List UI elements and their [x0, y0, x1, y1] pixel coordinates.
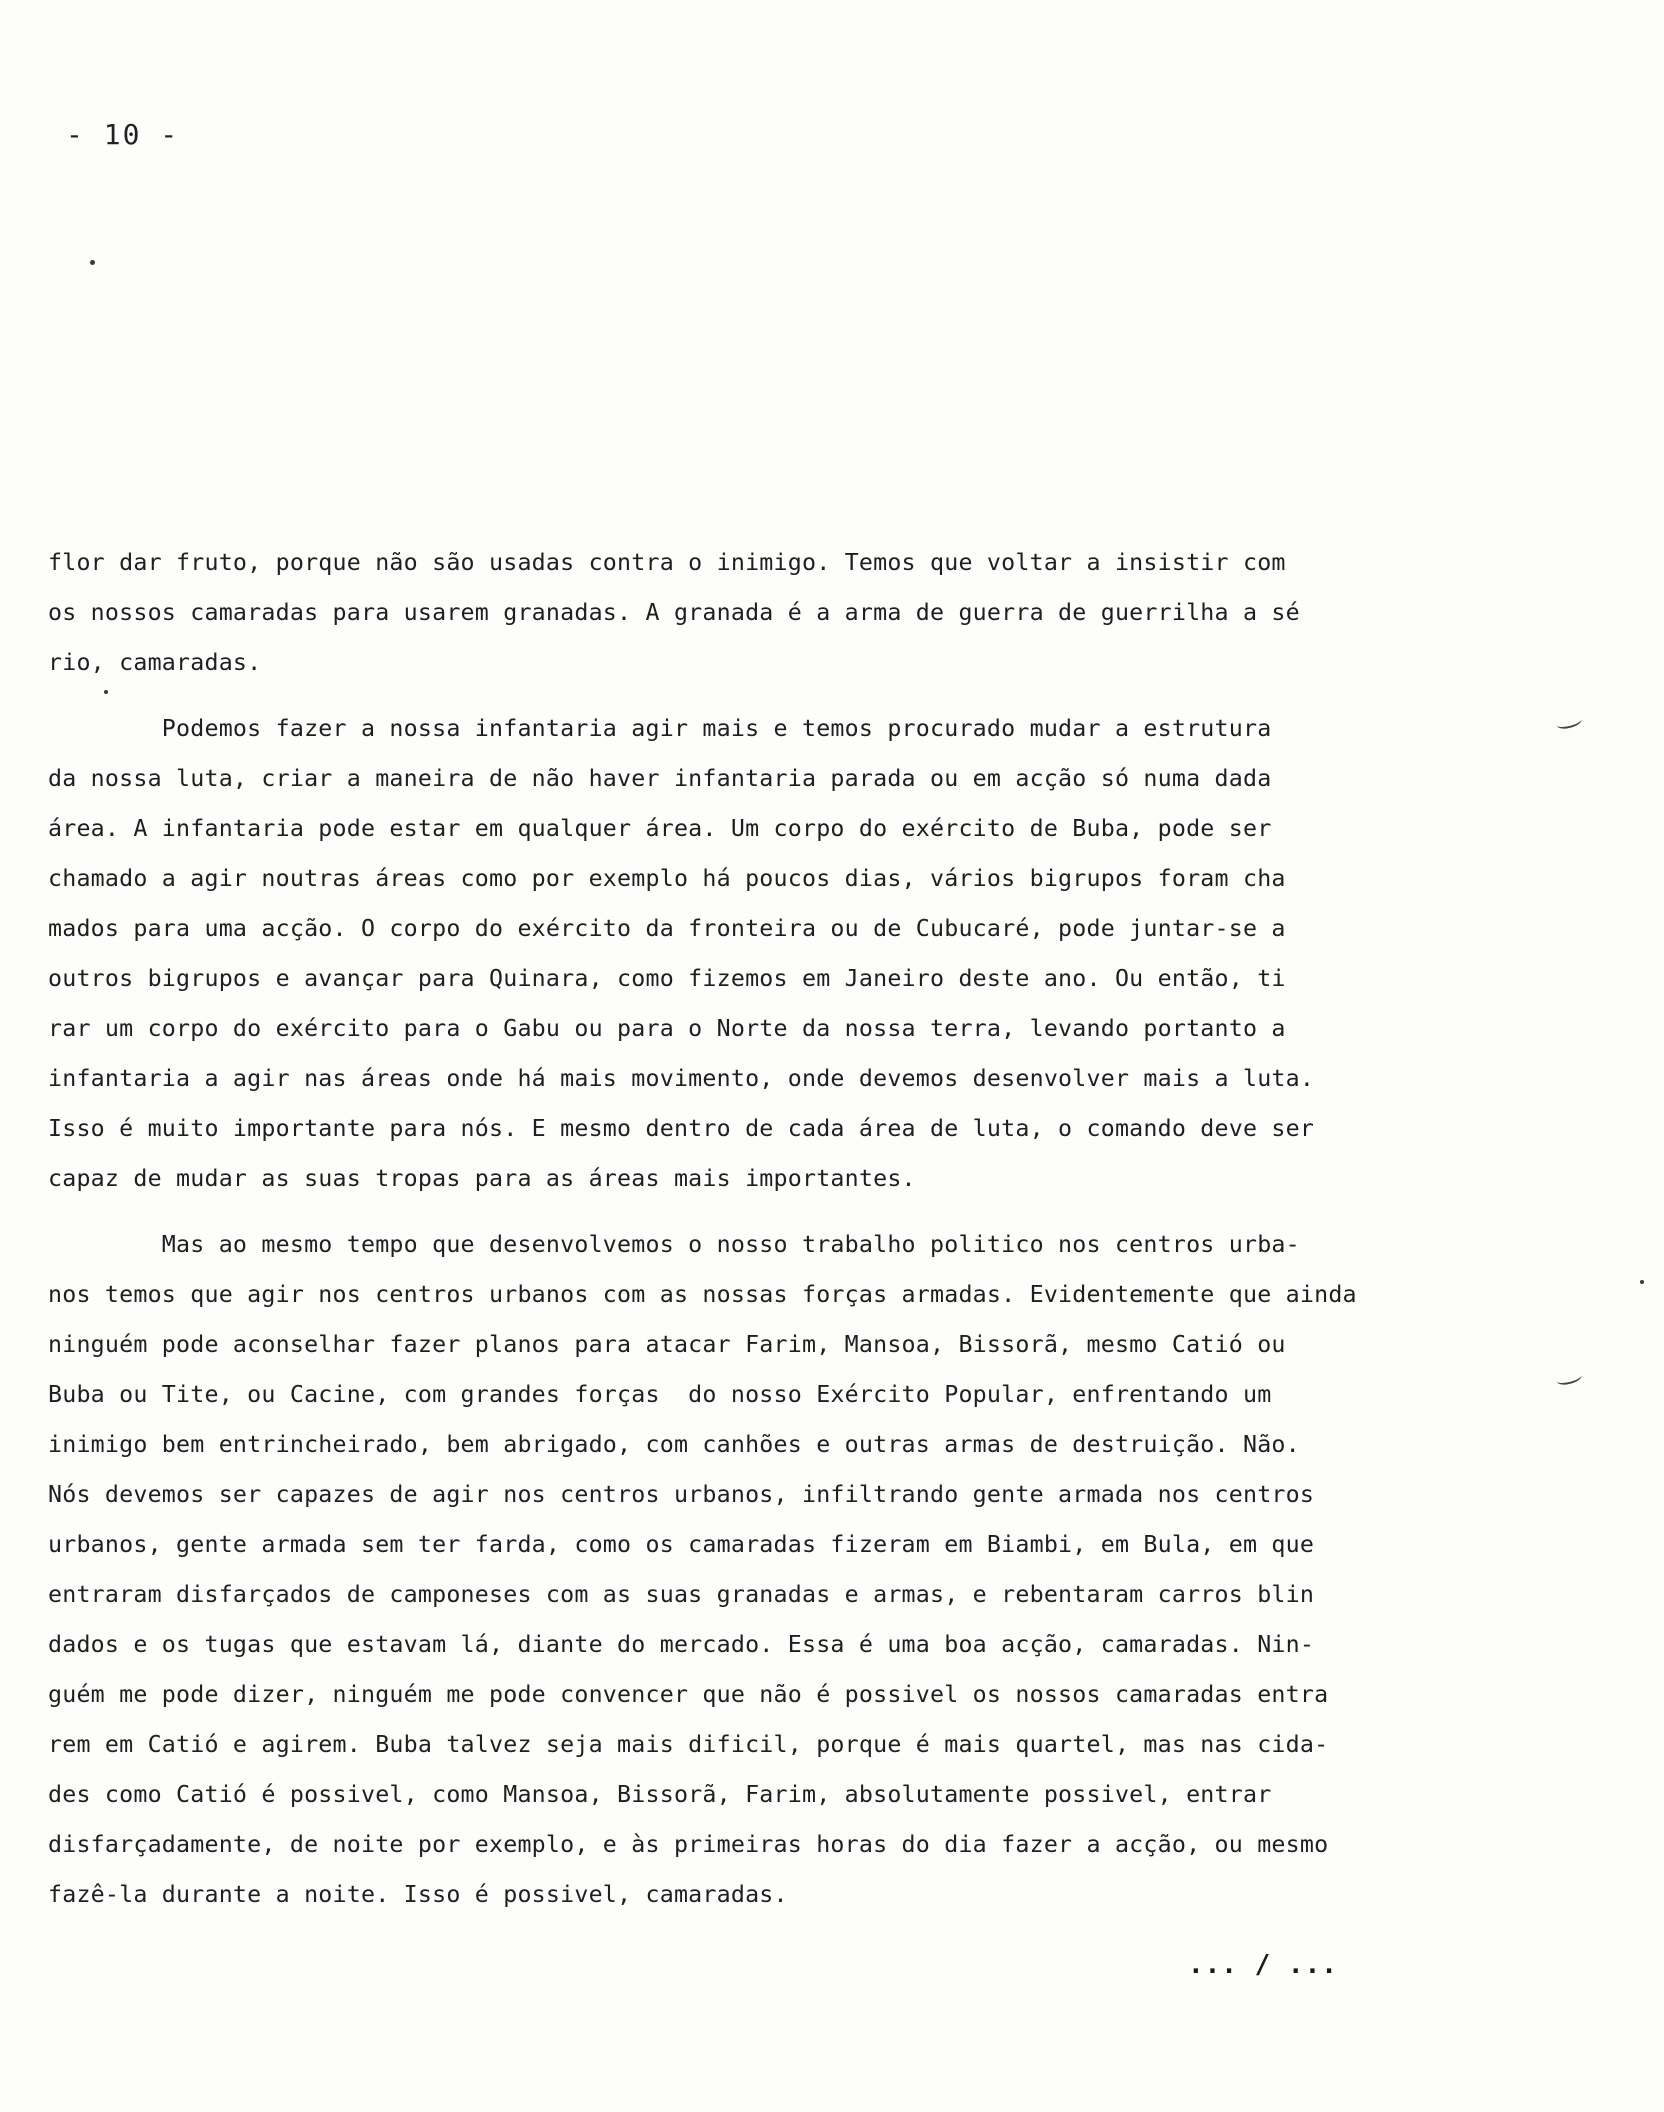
text-line: os nossos camaradas para usarem granadas. A granada é a arma de guerra de guerrilha a sé — [48, 599, 1300, 626]
text-line: fazê-la durante a noite. Isso é possivel, camaradas. — [48, 1881, 788, 1908]
text-line: guém me pode dizer, ninguém me pode convencer que não é possivel os nossos camaradas entra — [48, 1681, 1329, 1708]
text-line: infantaria a agir nas áreas onde há mais movimento, onde devemos desenvolver mais a luta. — [48, 1065, 1315, 1092]
text-line: flor dar fruto, porque não são usadas contra o inimigo. Temos que voltar a insistir com — [48, 549, 1286, 576]
text-line: inimigo bem entrincheirado, bem abrigado, com canhões e outras armas de destruição. Não. — [48, 1431, 1300, 1458]
text-line: Buba ou Tite, ou Cacine, com grandes forças do nosso Exército Popular, enfrentando um — [48, 1381, 1272, 1408]
text-line: da nossa luta, criar a maneira de não haver infantaria parada ou em acção só numa dada — [48, 765, 1272, 792]
text-line: mados para uma acção. O corpo do exército da fronteira ou de Cubucaré, pode juntar-se a — [48, 915, 1286, 942]
paragraph-1 — [48, 538, 1548, 688]
text-line: capaz de mudar as suas tropas para as áreas mais importantes. — [48, 1165, 916, 1192]
text-line: outros bigrupos e avançar para Quinara, como fizemos em Janeiro deste ano. Ou então, ti — [48, 965, 1286, 992]
text-line: Nós devemos ser capazes de agir nos centros urbanos, infiltrando gente armada nos centros — [48, 1481, 1315, 1508]
margin-mark — [1555, 713, 1583, 731]
scan-speck — [1640, 1280, 1644, 1284]
text-line: des como Catió é possivel, como Mansoa, Bissorã, Farim, absolutamente possivel, entrar — [48, 1781, 1272, 1808]
text-line: Podemos fazer a nossa infantaria agir mais e temos procurado mudar a estrutura — [48, 715, 1272, 742]
text-line: entraram disfarçados de camponeses com as suas granadas e armas, e rebentaram carros blin — [48, 1581, 1315, 1608]
text-line: chamado a agir noutras áreas como por exemplo há poucos dias, vários bigrupos foram cha — [48, 865, 1286, 892]
paragraph-2 — [48, 704, 1548, 1204]
text-line: Isso é muito importante para nós. E mesmo dentro de cada área de luta, o comando deve ser — [48, 1115, 1315, 1142]
page-number: - 10 - — [66, 118, 180, 151]
text-line: rio, camaradas. — [48, 649, 262, 676]
continued-marker: ... / ... — [1188, 1950, 1338, 1980]
text-line: rem em Catió e agirem. Buba talvez seja mais dificil, porque é mais quartel, mas nas cida- — [48, 1731, 1329, 1758]
scan-speck — [90, 260, 95, 265]
text-line: rar um corpo do exército para o Gabu ou para o Norte da nossa terra, levando portanto a — [48, 1015, 1286, 1042]
text-line: disfarçadamente, de noite por exemplo, e às primeiras horas do dia fazer a acção, ou mesmo — [48, 1831, 1329, 1858]
paragraph-3 — [48, 1220, 1548, 1920]
text-line: nos temos que agir nos centros urbanos com as nossas forças armadas. Evidentemente que ainda — [48, 1281, 1357, 1308]
margin-mark — [1555, 1369, 1583, 1387]
body-text — [48, 538, 1548, 1920]
text-line: Mas ao mesmo tempo que desenvolvemos o nosso trabalho politico nos centros urba- — [48, 1231, 1300, 1258]
text-line: dados e os tugas que estavam lá, diante do mercado. Essa é uma boa acção, camaradas. Nin- — [48, 1631, 1315, 1658]
text-line: área. A infantaria pode estar em qualquer área. Um corpo do exército de Buba, pode ser — [48, 815, 1272, 842]
text-line: ninguém pode aconselhar fazer planos para atacar Farim, Mansoa, Bissorã, mesmo Catió ou — [48, 1331, 1286, 1358]
text-line: urbanos, gente armada sem ter farda, como os camaradas fizeram em Biambi, em Bula, em que — [48, 1531, 1315, 1558]
